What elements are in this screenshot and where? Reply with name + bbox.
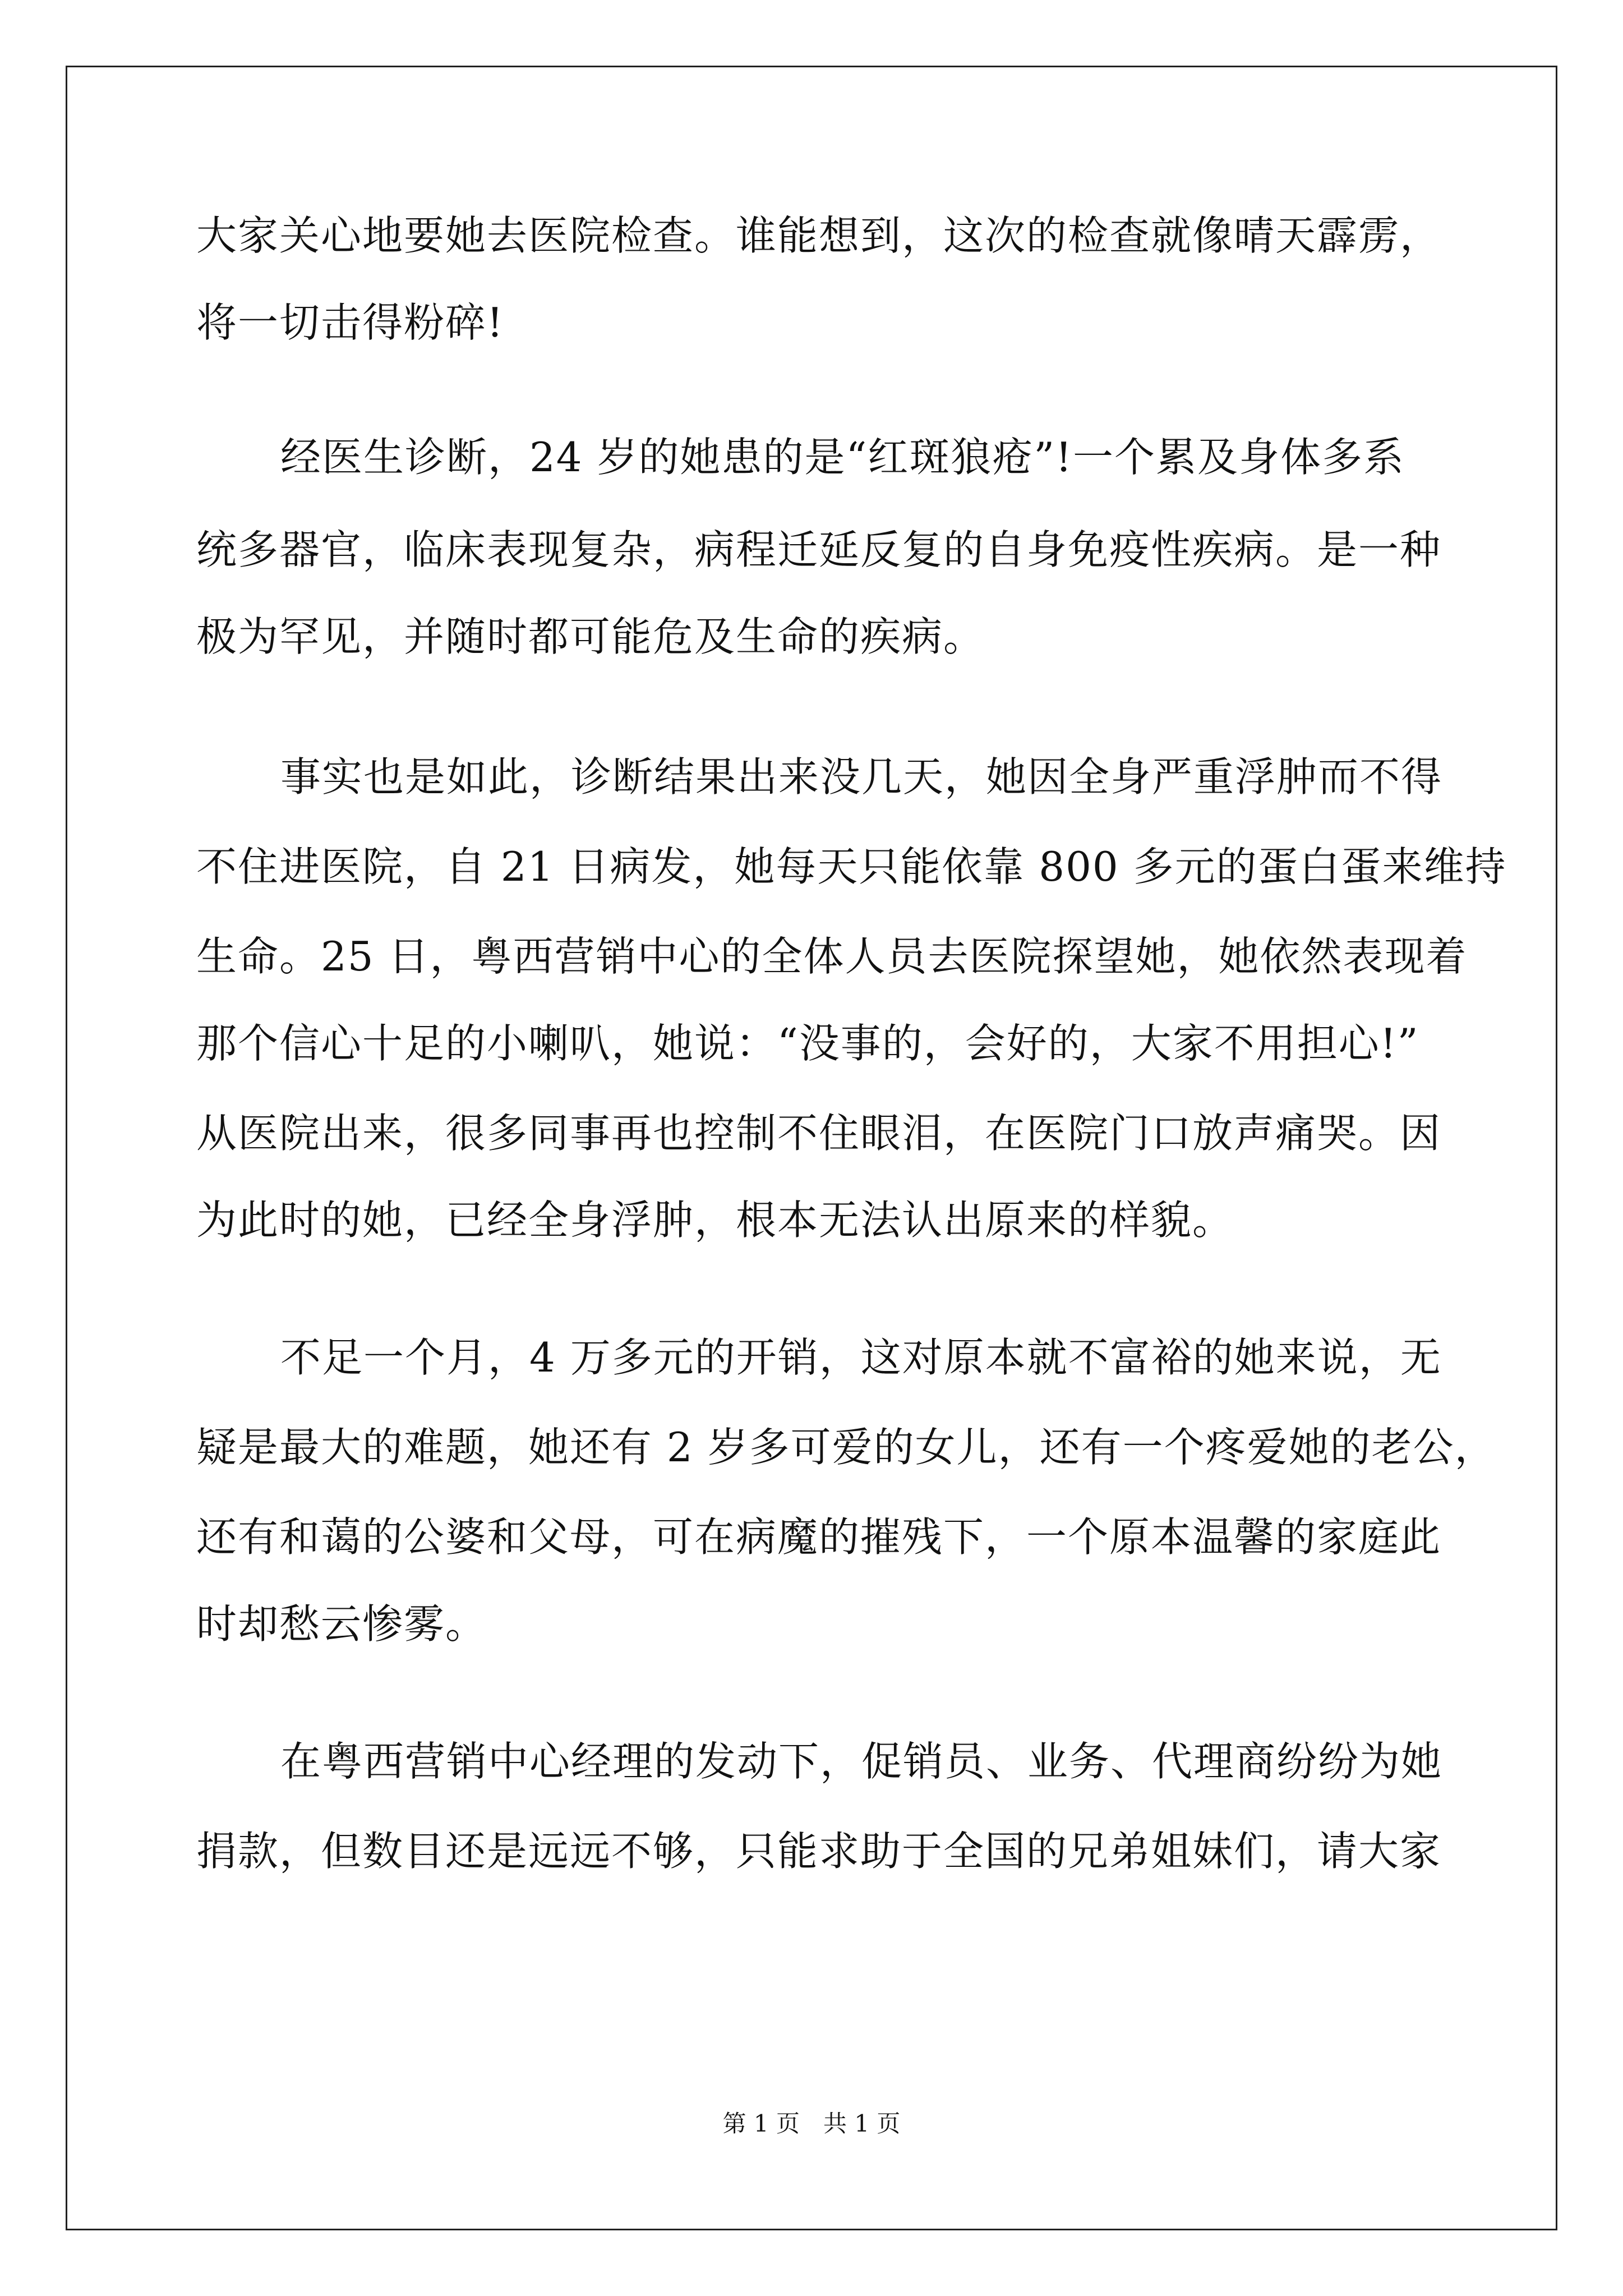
text-line: 捐款，但数目还是远远不够，只能求助于全国的兄弟姐妹们，请大家	[196, 1828, 1442, 1875]
text-line: 从医院出来，很多同事再也控制不住眼泪，在医院门口放声痛哭。因	[196, 1110, 1442, 1157]
text-line: 统多器官，临床表现复杂，病程迁延反复的自身免疫性疾病。是一种	[196, 526, 1442, 573]
text-line: 为此时的她，已经全身浮肿，根本无法认出原来的样貌。	[196, 1197, 1234, 1244]
text-line: 经医生诊断，24 岁的她患的是“红斑狼疮”!一个累及身体多系	[280, 434, 1405, 481]
text-line: 将一切击得粉碎!	[196, 299, 504, 346]
text-line: 事实也是如此，诊断结果出来没几天，她因全身严重浮肿而不得	[280, 753, 1443, 800]
page-footer: 第 1 页 共 1 页	[722, 2110, 901, 2137]
text-line: 时却愁云惨雾。	[196, 1600, 487, 1648]
text-line: 不住进医院，自 21 日病发，她每天只能依靠 800 多元的蛋白蛋来维持	[196, 843, 1507, 890]
text-line: 还有和蔼的公婆和父母，可在病魔的摧残下，一个原本温馨的家庭此	[196, 1513, 1442, 1561]
text-line: 不足一个月，4 万多元的开销，这对原本就不富裕的她来说，无	[280, 1334, 1442, 1381]
text-line: 那个信心十足的小喇叭，她说：“没事的，会好的，大家不用担心!”	[196, 1020, 1419, 1067]
text-line: 大家关心地要她去医院检查。谁能想到，这次的检查就像晴天霹雳，	[196, 212, 1442, 259]
text-line: 极为罕见，并随时都可能危及生命的疾病。	[196, 613, 985, 660]
text-line: 疑是最大的难题，她还有 2 岁多可爱的女儿，还有一个疼爱她的老公，	[196, 1424, 1496, 1471]
text-line: 在粤西营销中心经理的发动下，促销员、业务、代理商纷纷为她	[280, 1738, 1443, 1785]
text-line: 生命。25 日，粤西营销中心的全体人员去医院探望她，她依然表现着	[196, 933, 1468, 980]
